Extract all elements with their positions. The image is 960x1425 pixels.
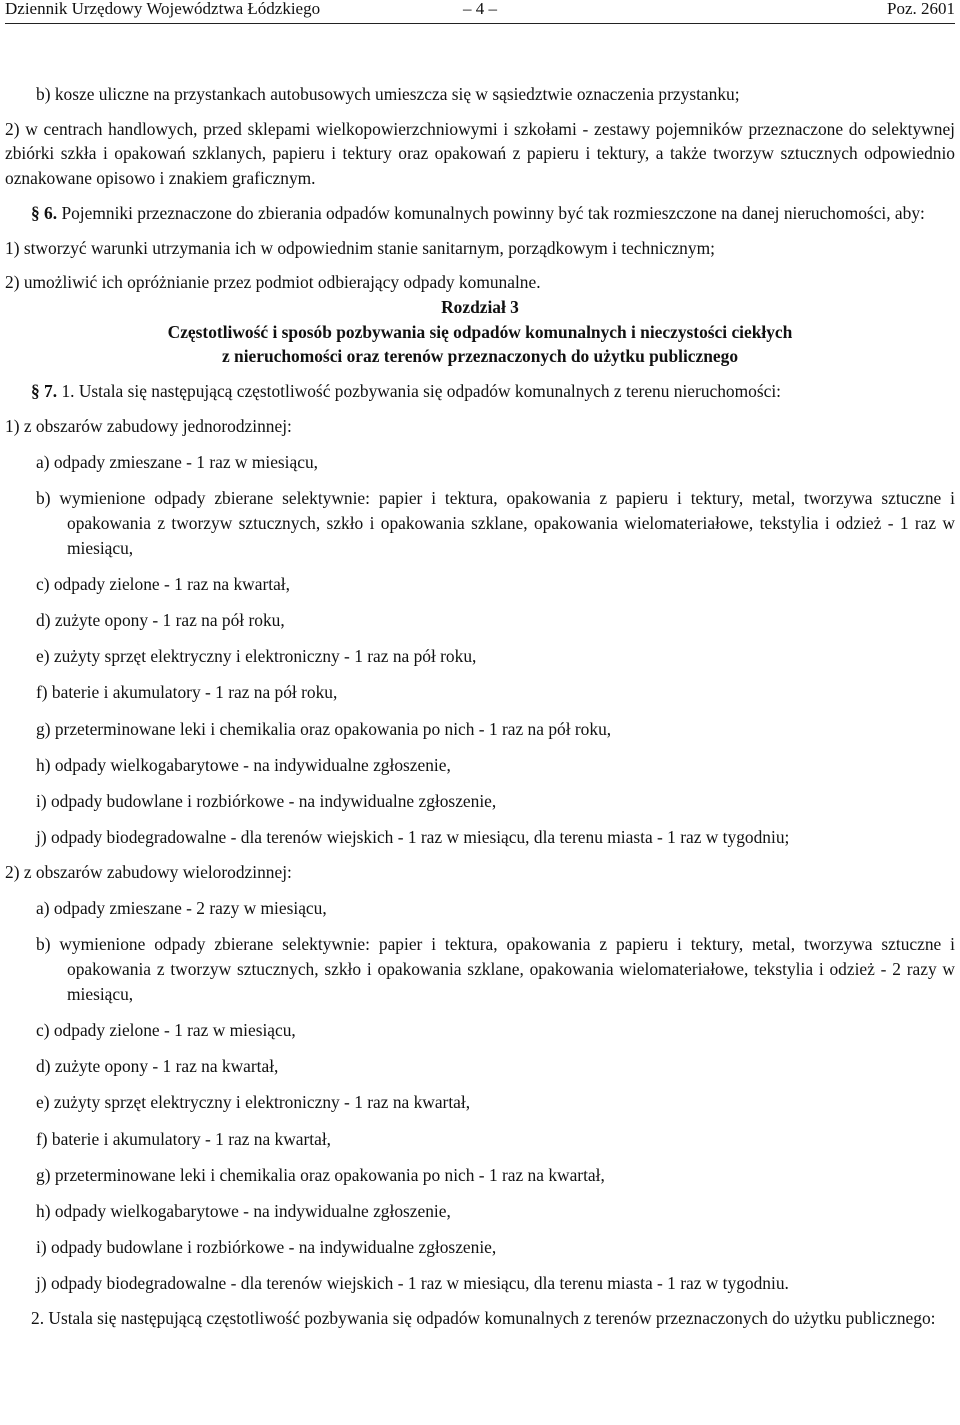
group-1-item-a: a) odpady zmieszane - 1 raz w miesiącu, xyxy=(36,451,318,472)
group-2-item-i: i) odpady budowlane i rozbiórkowe - na indywidualne zgłoszenie, xyxy=(36,1237,497,1258)
section-6-item-1: 1) stworzyć warunki utrzymania ich w odpowiednim stanie sanitarnym, porządkowym i technicznym; xyxy=(5,237,715,258)
section-6-text: Pojemniki przeznaczone do zbierania odpadów komunalnych powinny być tak rozmieszczone na danej nieruchomości, aby: xyxy=(57,202,925,223)
group-2-item-g: g) przeterminowane leki i chemikalia oraz opakowania po nich - 1 raz na kwartał, xyxy=(36,1164,605,1185)
header-divider xyxy=(5,23,955,24)
document-body xyxy=(5,82,955,1331)
group-1-item-g: g) przeterminowane leki i chemikalia oraz opakowania po nich - 1 raz na pół roku, xyxy=(36,718,612,739)
group-2-item-j: j) odpady biodegradowalne - dla terenów wiejskich - 1 raz w miesiącu, dla terenu miasta - 1 raz w tygodniu. xyxy=(36,1273,789,1294)
section-7-text: 1. Ustala się następującą częstotliwość pozbywania się odpadów komunalnych z terenu nieruchomości: xyxy=(57,381,781,402)
group-2-item-a: a) odpady zmieszane - 2 razy w miesiącu, xyxy=(36,898,327,919)
group-1-item-f: f) baterie i akumulatory - 1 raz na pół roku, xyxy=(36,682,338,703)
chapter-subtitle-line-1: Częstotliwość i sposób pozbywania się odpadów komunalnych i nieczystości ciekłych xyxy=(167,321,793,342)
group-1-item-j: j) odpady biodegradowalne - dla terenów wiejskich - 1 raz w miesiącu, dla terenu miasta - 1 raz w tygodniu; xyxy=(36,827,790,848)
section-6-item-2: 2) umożliwić ich opróżnianie przez podmiot odbierający odpady komunalne. xyxy=(5,272,541,293)
group-1-item-e: e) zużyty sprzęt elektryczny i elektroniczny - 1 raz na pół roku, xyxy=(36,646,477,667)
journal-title: Dziennik Urzędowy Województwa Łódzkiego xyxy=(5,0,321,18)
section-7-point-2: 2. Ustala się następującą częstotliwość pozbywania się odpadów komunalnych z terenów przeznaczonych do użytku publicznego: xyxy=(31,1308,936,1329)
item-b-kosze: b) kosze uliczne na przystankach autobusowych umieszcza się w sąsiedztwie oznaczenia przystanku; xyxy=(36,84,740,104)
group-2-heading: 2) z obszarów zabudowy wielorodzinnej: xyxy=(5,861,292,882)
group-2-item-d: d) zużyte opony - 1 raz na kwartał, xyxy=(36,1056,279,1077)
page-header xyxy=(5,0,955,20)
item-2-centra: 2) w centrach handlowych, przed sklepami wielkopowierzchniowymi i szkołami - zestawy pojemników przeznaczone do selektywnej zbiórki szkła i opakowań szklanych, papieru i tektury oraz opakowań z papieru i tektury, a także tworzyw sztucznych odpowiednio oznakowane opisowo i znakiem graficznym. xyxy=(5,118,955,189)
group-1-item-d: d) zużyte opony - 1 raz na pół roku, xyxy=(36,609,285,630)
position-number: Poz. 2601 xyxy=(887,0,955,18)
section-7 xyxy=(5,379,955,404)
section-6 xyxy=(5,201,955,226)
group-1-item-c: c) odpady zielone - 1 raz na kwartał, xyxy=(36,573,290,594)
group-1-item-b: b) wymienione odpady zbierane selektywnie: papier i tektura, opakowania z papieru i tektury, metal, tworzywa sztuczne i opakowania z tworzyw sztucznych, szkło i opakowania szklane, opakowania wielomateriałowe, tekstylia i odzież - 1 raz w miesiącu, xyxy=(36,488,955,558)
group-2-item-c: c) odpady zielone - 1 raz w miesiącu, xyxy=(36,1019,296,1040)
chapter-subtitle-line-2: z nieruchomości oraz terenów przeznaczonych do użytku publicznego xyxy=(221,346,739,367)
page-number: – 4 – xyxy=(463,0,497,18)
group-2-item-f: f) baterie i akumulatory - 1 raz na kwartał, xyxy=(36,1128,332,1149)
group-1-item-h: h) odpady wielkogabarytowe - na indywidualne zgłoszenie, xyxy=(36,754,451,775)
chapter-title: Rozdział 3 xyxy=(441,296,519,317)
group-2-item-b: b) wymienione odpady zbierane selektywnie: papier i tektura, opakowania z papieru i tektury, metal, tworzywa sztuczne i opakowania z tworzyw sztucznych, szkło i opakowania szklane, opakowania wielomateriałowe, tekstylia i odzież - 2 razy w miesiącu, xyxy=(36,934,955,1004)
group-2-item-h: h) odpady wielkogabarytowe - na indywidualne zgłoszenie, xyxy=(36,1200,451,1221)
section-7-number: § 7. xyxy=(31,381,58,402)
section-6-number: § 6. xyxy=(31,202,58,223)
group-2-item-e: e) zużyty sprzęt elektryczny i elektroniczny - 1 raz na kwartał, xyxy=(36,1092,471,1113)
group-1-heading: 1) z obszarów zabudowy jednorodzinnej: xyxy=(5,415,292,436)
group-1-item-i: i) odpady budowlane i rozbiórkowe - na indywidualne zgłoszenie, xyxy=(36,790,497,811)
